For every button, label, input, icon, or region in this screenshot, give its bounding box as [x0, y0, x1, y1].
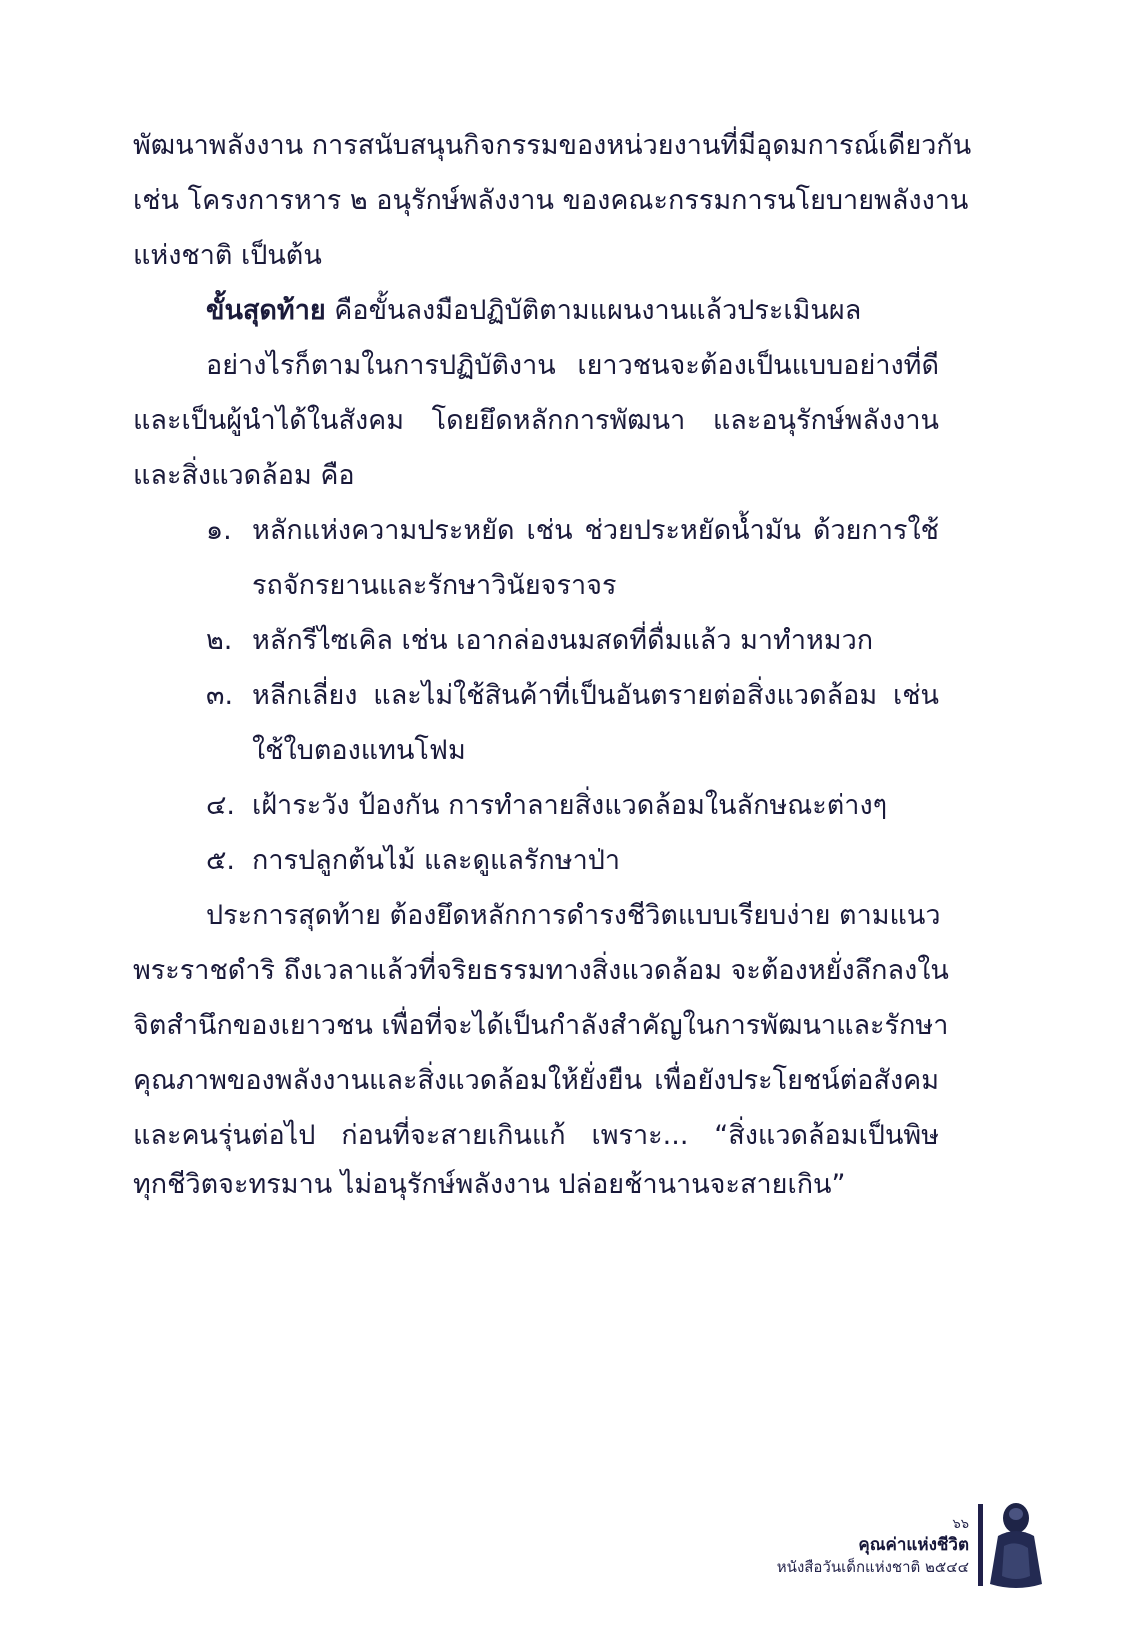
- step-heading: ขั้นสุดท้าย: [206, 295, 326, 326]
- book-subtitle: หนังสือวันเด็กแห่งชาติ ๒๕๔๔: [776, 1558, 969, 1576]
- step-text: คือขั้นลงมือปฏิบัติตามแผนงานแล้วประเมินผล: [325, 295, 862, 326]
- list-item-text: การปลูกต้นไม้ และดูแลรักษาป่า: [252, 845, 621, 876]
- paragraph-line: และสิ่งแวดล้อม คือ: [133, 460, 355, 491]
- list-number: ๕.: [206, 845, 236, 876]
- paragraph-line: เช่น โครงการหาร ๒ อนุรักษ์พลังงาน ของคณะกรรมการนโยบายพลังงาน: [133, 185, 969, 216]
- paragraph-line: ประการสุดท้าย ต้องยึดหลักการดำรงชีวิตแบบเรียบง่าย ตามแนว: [206, 900, 941, 931]
- footer-divider: [978, 1504, 983, 1586]
- paragraph-line: พัฒนาพลังงาน การสนับสนุนกิจกรรมของหน่วยงานที่มีอุดมการณ์เดียวกัน: [133, 130, 972, 161]
- list-number: ๑.: [206, 515, 232, 546]
- paragraph-line: อย่างไรก็ตามในการปฏิบัติงาน เยาวชนจะต้องเป็นแบบอย่างที่ดี: [206, 350, 939, 381]
- list-item-text: เฝ้าระวัง ป้องกัน การทำลายสิ่งแวดล้อมในลักษณะต่างๆ: [252, 790, 888, 821]
- paragraph-line: และคนรุ่นต่อไป ก่อนที่จะสายเกินแก้ เพราะ... “สิ่งแวดล้อมเป็นพิษ: [133, 1120, 939, 1151]
- list-number: ๒.: [206, 625, 233, 656]
- paragraph-line: ทุกชีวิตจะทรมาน ไม่อนุรักษ์พลังงาน ปล่อยช้านานจะสายเกิน”: [133, 1169, 846, 1200]
- paragraph-line: พระราชดำริ ถึงเวลาแล้วที่จริยธรรมทางสิ่งแวดล้อม จะต้องหยั่งลึกลงใน: [133, 955, 949, 986]
- figure-illustration-icon: [986, 1496, 1046, 1590]
- book-title: คุณค่าแห่งชีวิต: [858, 1535, 969, 1555]
- list-item-text: ใช้ใบตองแทนโฟม: [252, 735, 466, 766]
- paragraph-line: และเป็นผู้นำได้ในสังคม โดยยึดหลักการพัฒนา และอนุรักษ์พลังงาน: [133, 405, 939, 436]
- paragraph-line: [206, 293, 861, 329]
- list-item-text: รถจักรยานและรักษาวินัยจราจร: [252, 570, 617, 601]
- list-item-text: หลักรีไซเคิล เช่น เอากล่องนมสดที่ดื่มแล้ว มาทำหมวก: [252, 625, 874, 656]
- paragraph-line: จิตสำนึกของเยาวชน เพื่อที่จะได้เป็นกำลังสำคัญในการพัฒนาและรักษา: [133, 1010, 949, 1041]
- paragraph-line: คุณภาพของพลังงานและสิ่งแวดล้อมให้ยั่งยืน เพื่อยังประโยชน์ต่อสังคม: [133, 1065, 939, 1096]
- list-item-text: หลักแห่งความประหยัด เช่น ช่วยประหยัดน้ำมัน ด้วยการใช้: [252, 515, 939, 546]
- paragraph-line: แห่งชาติ เป็นต้น: [133, 240, 322, 271]
- page-number: ๖๖: [952, 1517, 969, 1532]
- list-item-text: หลีกเลี่ยง และไม่ใช้สินค้าที่เป็นอันตรายต่อสิ่งแวดล้อม เช่น: [252, 680, 939, 711]
- list-number: ๔.: [206, 790, 236, 821]
- list-number: ๓.: [206, 680, 234, 711]
